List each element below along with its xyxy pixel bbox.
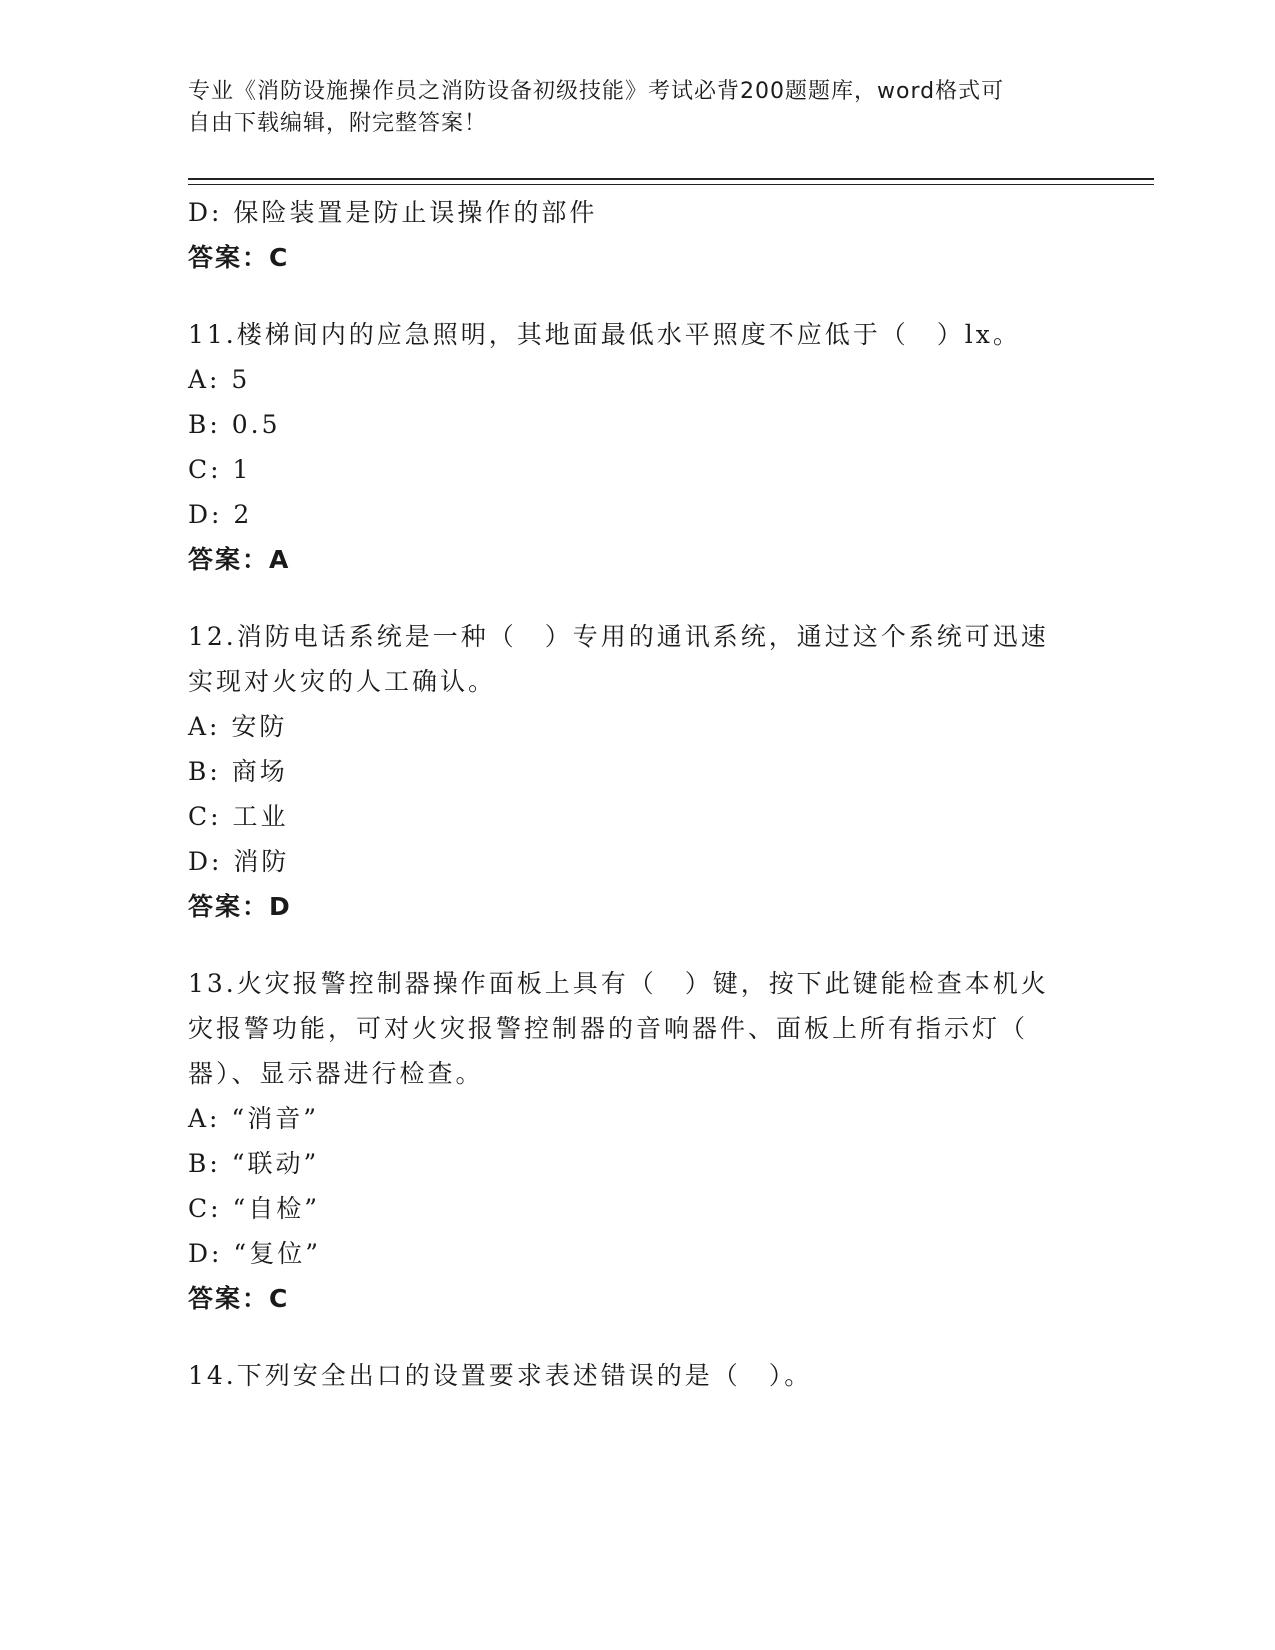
option-a: A: 安防 (188, 712, 288, 741)
question-stem: 灾报警功能，可对火灾报警控制器的音响器件、面板上所有指示灯（ (188, 1014, 1029, 1043)
option-d: D: 2 (188, 500, 253, 529)
option-c: C: 工业 (188, 802, 289, 831)
option-d: D: 保险装置是防止误操作的部件 (188, 198, 598, 227)
option-d: D: 消防 (188, 847, 290, 876)
header-line-2: 自由下载编辑，附完整答案！ (188, 111, 488, 136)
answer-line: 答案：D (188, 892, 292, 921)
option-a: A: 5 (188, 365, 251, 394)
question-14 (188, 1353, 1088, 1398)
option-b: B: 0.5 (188, 410, 281, 439)
question-13 (188, 961, 1088, 1096)
question-11 (188, 312, 1088, 357)
header-line-1: 专业《消防设施操作员之消防设备初级技能》考试必背200题题库，word格式可 (188, 79, 1005, 104)
option-d: D: “复位” (188, 1239, 321, 1268)
option-c: C: “自检” (188, 1194, 321, 1223)
answer-line: 答案：C (188, 1284, 290, 1313)
question-stem: 13.火灾报警控制器操作面板上具有（ ）键，按下此键能检查本机火 (188, 969, 1049, 998)
answer-line: 答案：A (188, 545, 291, 574)
option-a: A: “消音” (188, 1104, 319, 1133)
question-list (188, 190, 1088, 1398)
option-b: B: 商场 (188, 757, 288, 786)
question-stem: 14.下列安全出口的设置要求表述错误的是（ ）。 (188, 1361, 813, 1390)
question-stem: 器）、显示器进行检查。 (188, 1059, 484, 1088)
option-b: B: “联动” (188, 1149, 320, 1178)
header-divider (188, 178, 1154, 185)
question-stem: 11.楼梯间内的应急照明，其地面最低水平照度不应低于（ ）lx。 (188, 320, 1021, 349)
question-stem: 12.消防电话系统是一种（ ）专用的通讯系统，通过这个系统可迅速 (188, 622, 1049, 651)
question-stem: 实现对火灾的人工确认。 (188, 667, 497, 696)
option-c: C: 1 (188, 455, 252, 484)
question-12 (188, 614, 1088, 704)
page-header (188, 76, 1068, 140)
answer-line: 答案：C (188, 243, 290, 272)
